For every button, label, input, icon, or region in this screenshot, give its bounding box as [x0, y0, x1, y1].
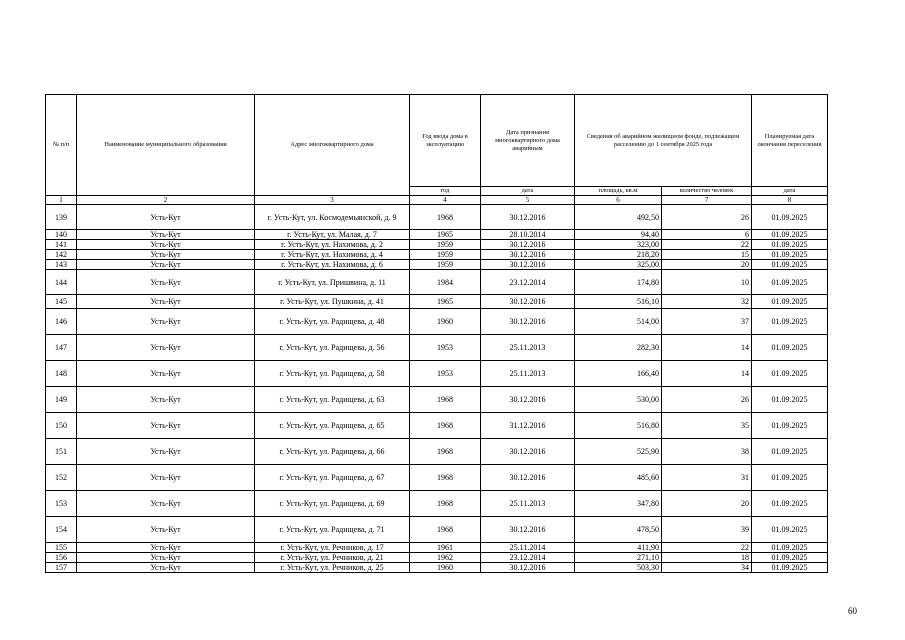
- cell-year: 1960: [410, 309, 481, 335]
- column-number: 2: [77, 196, 255, 205]
- cell-no: 157: [46, 563, 77, 573]
- cell-date: 25.11.2013: [481, 491, 575, 517]
- cell-planned-date: 01.09.2025: [752, 465, 828, 491]
- table-row: [46, 413, 828, 439]
- cell-municipality: Усть-Кут: [77, 240, 255, 250]
- cell-people: 38: [662, 439, 752, 465]
- cell-no: 139: [46, 205, 77, 230]
- table-row: [46, 563, 828, 573]
- cell-area: 530,00: [575, 387, 662, 413]
- column-number: 1: [46, 196, 77, 205]
- cell-no: 156: [46, 553, 77, 563]
- cell-date: 30.12.2016: [481, 260, 575, 270]
- cell-address: г. Усть-Кут, ул. Радищева, д. 65: [255, 413, 410, 439]
- cell-address: г. Усть-Кут, ул. Радищева, д. 63: [255, 387, 410, 413]
- cell-municipality: Усть-Кут: [77, 517, 255, 543]
- cell-people: 22: [662, 240, 752, 250]
- cell-planned-date: 01.09.2025: [752, 563, 828, 573]
- cell-date: 30.12.2016: [481, 309, 575, 335]
- cell-date: 30.12.2016: [481, 465, 575, 491]
- cell-year: 1953: [410, 335, 481, 361]
- cell-planned-date: 01.09.2025: [752, 491, 828, 517]
- cell-address: г. Усть-Кут, ул. Нахимова, д. 4: [255, 250, 410, 260]
- cell-address: г. Усть-Кут, ул. Речников, д. 17: [255, 543, 410, 553]
- cell-address: г. Усть-Кут, ул. Радищева, д. 67: [255, 465, 410, 491]
- header-municipality: Наименование муниципального образования: [77, 95, 255, 196]
- cell-area: 323,00: [575, 240, 662, 250]
- cell-year: 1968: [410, 387, 481, 413]
- cell-area: 218,20: [575, 250, 662, 260]
- unit-date: дата: [481, 187, 575, 196]
- table-row: [46, 270, 828, 295]
- cell-year: 1959: [410, 260, 481, 270]
- unit-year: год: [410, 187, 481, 196]
- cell-people: 26: [662, 387, 752, 413]
- cell-people: 32: [662, 295, 752, 309]
- header-row: [46, 95, 828, 187]
- cell-area: 347,80: [575, 491, 662, 517]
- cell-year: 1959: [410, 250, 481, 260]
- cell-no: 151: [46, 439, 77, 465]
- cell-planned-date: 01.09.2025: [752, 230, 828, 240]
- cell-year: 1968: [410, 491, 481, 517]
- cell-no: 140: [46, 230, 77, 240]
- cell-people: 37: [662, 309, 752, 335]
- cell-year: 1968: [410, 413, 481, 439]
- cell-area: 411,90: [575, 543, 662, 553]
- cell-address: г. Усть-Кут, ул. Малая, д. 7: [255, 230, 410, 240]
- unit-people: количество человек: [662, 187, 752, 196]
- header-date-emergency: Дата признания многоквартирного дома аварийным: [481, 95, 575, 187]
- cell-people: 10: [662, 270, 752, 295]
- table-row: [46, 250, 828, 260]
- cell-date: 31.12.2016: [481, 413, 575, 439]
- column-number-row: [46, 196, 828, 205]
- table-row: [46, 543, 828, 553]
- cell-no: 146: [46, 309, 77, 335]
- header-address: Адрес многоквартирного дома: [255, 95, 410, 196]
- header-planned-date: Планируемая дата окончания переселения: [752, 95, 828, 187]
- cell-no: 149: [46, 387, 77, 413]
- cell-people: 22: [662, 543, 752, 553]
- cell-planned-date: 01.09.2025: [752, 335, 828, 361]
- cell-area: 478,50: [575, 517, 662, 543]
- cell-date: 23.12.2014: [481, 553, 575, 563]
- header-year-commissioned: Год ввода дома в эксплуатацию: [410, 95, 481, 187]
- cell-planned-date: 01.09.2025: [752, 260, 828, 270]
- cell-people: 20: [662, 260, 752, 270]
- cell-planned-date: 01.09.2025: [752, 250, 828, 260]
- cell-planned-date: 01.09.2025: [752, 387, 828, 413]
- cell-date: 30.12.2016: [481, 250, 575, 260]
- table-row: [46, 517, 828, 543]
- cell-people: 20: [662, 491, 752, 517]
- cell-area: 282,30: [575, 335, 662, 361]
- cell-no: 144: [46, 270, 77, 295]
- cell-municipality: Усть-Кут: [77, 270, 255, 295]
- table-row: [46, 387, 828, 413]
- cell-year: 1968: [410, 205, 481, 230]
- cell-year: 1968: [410, 465, 481, 491]
- cell-year: 1968: [410, 439, 481, 465]
- cell-address: г. Усть-Кут, ул. Радищева, д. 69: [255, 491, 410, 517]
- cell-address: г. Усть-Кут, ул. Радищева, д. 58: [255, 361, 410, 387]
- cell-address: г. Усть-Кут, ул. Пушкина, д. 41: [255, 295, 410, 309]
- cell-address: г. Усть-Кут, ул. Радищева, д. 56: [255, 335, 410, 361]
- cell-planned-date: 01.09.2025: [752, 270, 828, 295]
- cell-date: 25.11.2013: [481, 361, 575, 387]
- cell-no: 148: [46, 361, 77, 387]
- cell-no: 154: [46, 517, 77, 543]
- cell-people: 31: [662, 465, 752, 491]
- cell-municipality: Усть-Кут: [77, 309, 255, 335]
- cell-address: г. Усть-Кут, ул. Нахимова, д. 6: [255, 260, 410, 270]
- cell-municipality: Усть-Кут: [77, 413, 255, 439]
- table-row: [46, 465, 828, 491]
- cell-municipality: Усть-Кут: [77, 295, 255, 309]
- resettlement-table: [45, 94, 828, 573]
- table-row: [46, 309, 828, 335]
- cell-municipality: Усть-Кут: [77, 553, 255, 563]
- cell-municipality: Усть-Кут: [77, 230, 255, 240]
- cell-people: 15: [662, 250, 752, 260]
- cell-no: 152: [46, 465, 77, 491]
- cell-planned-date: 01.09.2025: [752, 413, 828, 439]
- cell-date: 30.12.2016: [481, 517, 575, 543]
- cell-people: 35: [662, 413, 752, 439]
- cell-date: 30.12.2016: [481, 563, 575, 573]
- cell-date: 30.12.2016: [481, 439, 575, 465]
- cell-area: 94,40: [575, 230, 662, 240]
- table-row: [46, 205, 828, 230]
- cell-planned-date: 01.09.2025: [752, 517, 828, 543]
- cell-year: 1961: [410, 543, 481, 553]
- table-header: [46, 95, 828, 205]
- table-row: [46, 230, 828, 240]
- column-number: 8: [752, 196, 828, 205]
- cell-address: г. Усть-Кут, ул. Речников, д. 21: [255, 553, 410, 563]
- cell-people: 14: [662, 335, 752, 361]
- cell-people: 18: [662, 553, 752, 563]
- cell-people: 14: [662, 361, 752, 387]
- cell-planned-date: 01.09.2025: [752, 543, 828, 553]
- cell-address: г. Усть-Кут, ул. Радищева, д. 48: [255, 309, 410, 335]
- cell-planned-date: 01.09.2025: [752, 439, 828, 465]
- cell-no: 155: [46, 543, 77, 553]
- cell-municipality: Усть-Кут: [77, 387, 255, 413]
- cell-area: 516,80: [575, 413, 662, 439]
- cell-municipality: Усть-Кут: [77, 543, 255, 553]
- cell-area: 503,30: [575, 563, 662, 573]
- header-resettlement-info: Сведения об аварийном жилищном фонде, подлежащем расселению до 1 сентября 2025 года: [575, 95, 752, 187]
- column-number: 4: [410, 196, 481, 205]
- cell-date: 28.10.2014: [481, 230, 575, 240]
- cell-year: 1962: [410, 553, 481, 563]
- unit-date2: дата: [752, 187, 828, 196]
- table-row: [46, 240, 828, 250]
- cell-year: 1968: [410, 517, 481, 543]
- cell-planned-date: 01.09.2025: [752, 309, 828, 335]
- cell-address: г. Усть-Кут, ул. Космодемьянской, д. 9: [255, 205, 410, 230]
- cell-year: 1984: [410, 270, 481, 295]
- cell-municipality: Усть-Кут: [77, 439, 255, 465]
- cell-planned-date: 01.09.2025: [752, 361, 828, 387]
- cell-year: 1965: [410, 230, 481, 240]
- cell-address: г. Усть-Кут, ул. Нахимова, д. 2: [255, 240, 410, 250]
- table-row: [46, 553, 828, 563]
- page-number: 60: [848, 606, 857, 616]
- cell-no: 147: [46, 335, 77, 361]
- cell-no: 141: [46, 240, 77, 250]
- cell-municipality: Усть-Кут: [77, 250, 255, 260]
- table-row: [46, 361, 828, 387]
- cell-municipality: Усть-Кут: [77, 260, 255, 270]
- cell-municipality: Усть-Кут: [77, 491, 255, 517]
- cell-area: 525,90: [575, 439, 662, 465]
- unit-area: площадь, кв.м: [575, 187, 662, 196]
- cell-area: 174,80: [575, 270, 662, 295]
- cell-date: 30.12.2016: [481, 240, 575, 250]
- cell-municipality: Усть-Кут: [77, 361, 255, 387]
- cell-planned-date: 01.09.2025: [752, 205, 828, 230]
- column-number: 5: [481, 196, 575, 205]
- cell-municipality: Усть-Кут: [77, 205, 255, 230]
- cell-municipality: Усть-Кут: [77, 335, 255, 361]
- table-body: [46, 205, 828, 573]
- cell-date: 30.12.2016: [481, 295, 575, 309]
- cell-municipality: Усть-Кут: [77, 465, 255, 491]
- table-row: [46, 439, 828, 465]
- cell-area: 271,10: [575, 553, 662, 563]
- cell-area: 325,00: [575, 260, 662, 270]
- cell-no: 143: [46, 260, 77, 270]
- cell-year: 1959: [410, 240, 481, 250]
- cell-people: 26: [662, 205, 752, 230]
- cell-year: 1960: [410, 563, 481, 573]
- cell-address: г. Усть-Кут, ул. Пришвина, д. 11: [255, 270, 410, 295]
- cell-no: 142: [46, 250, 77, 260]
- cell-area: 516,10: [575, 295, 662, 309]
- cell-people: 6: [662, 230, 752, 240]
- cell-no: 153: [46, 491, 77, 517]
- table-row: [46, 295, 828, 309]
- table-row: [46, 335, 828, 361]
- cell-date: 30.12.2016: [481, 205, 575, 230]
- column-number: 3: [255, 196, 410, 205]
- cell-date: 25.11.2014: [481, 543, 575, 553]
- cell-planned-date: 01.09.2025: [752, 240, 828, 250]
- cell-municipality: Усть-Кут: [77, 563, 255, 573]
- column-number: 6: [575, 196, 662, 205]
- cell-area: 166,40: [575, 361, 662, 387]
- cell-no: 150: [46, 413, 77, 439]
- cell-area: 514,00: [575, 309, 662, 335]
- cell-people: 39: [662, 517, 752, 543]
- table-row: [46, 260, 828, 270]
- cell-area: 485,60: [575, 465, 662, 491]
- cell-date: 23.12.2014: [481, 270, 575, 295]
- cell-address: г. Усть-Кут, ул. Радищева, д. 66: [255, 439, 410, 465]
- table-row: [46, 491, 828, 517]
- cell-address: г. Усть-Кут, ул. Речников, д. 25: [255, 563, 410, 573]
- cell-area: 492,50: [575, 205, 662, 230]
- cell-planned-date: 01.09.2025: [752, 553, 828, 563]
- cell-year: 1965: [410, 295, 481, 309]
- cell-planned-date: 01.09.2025: [752, 295, 828, 309]
- cell-people: 34: [662, 563, 752, 573]
- header-no: № п/п: [46, 95, 77, 196]
- cell-address: г. Усть-Кут, ул. Радищева, д. 71: [255, 517, 410, 543]
- cell-date: 25.11.2013: [481, 335, 575, 361]
- cell-no: 145: [46, 295, 77, 309]
- column-number: 7: [662, 196, 752, 205]
- cell-date: 30.12.2016: [481, 387, 575, 413]
- cell-year: 1953: [410, 361, 481, 387]
